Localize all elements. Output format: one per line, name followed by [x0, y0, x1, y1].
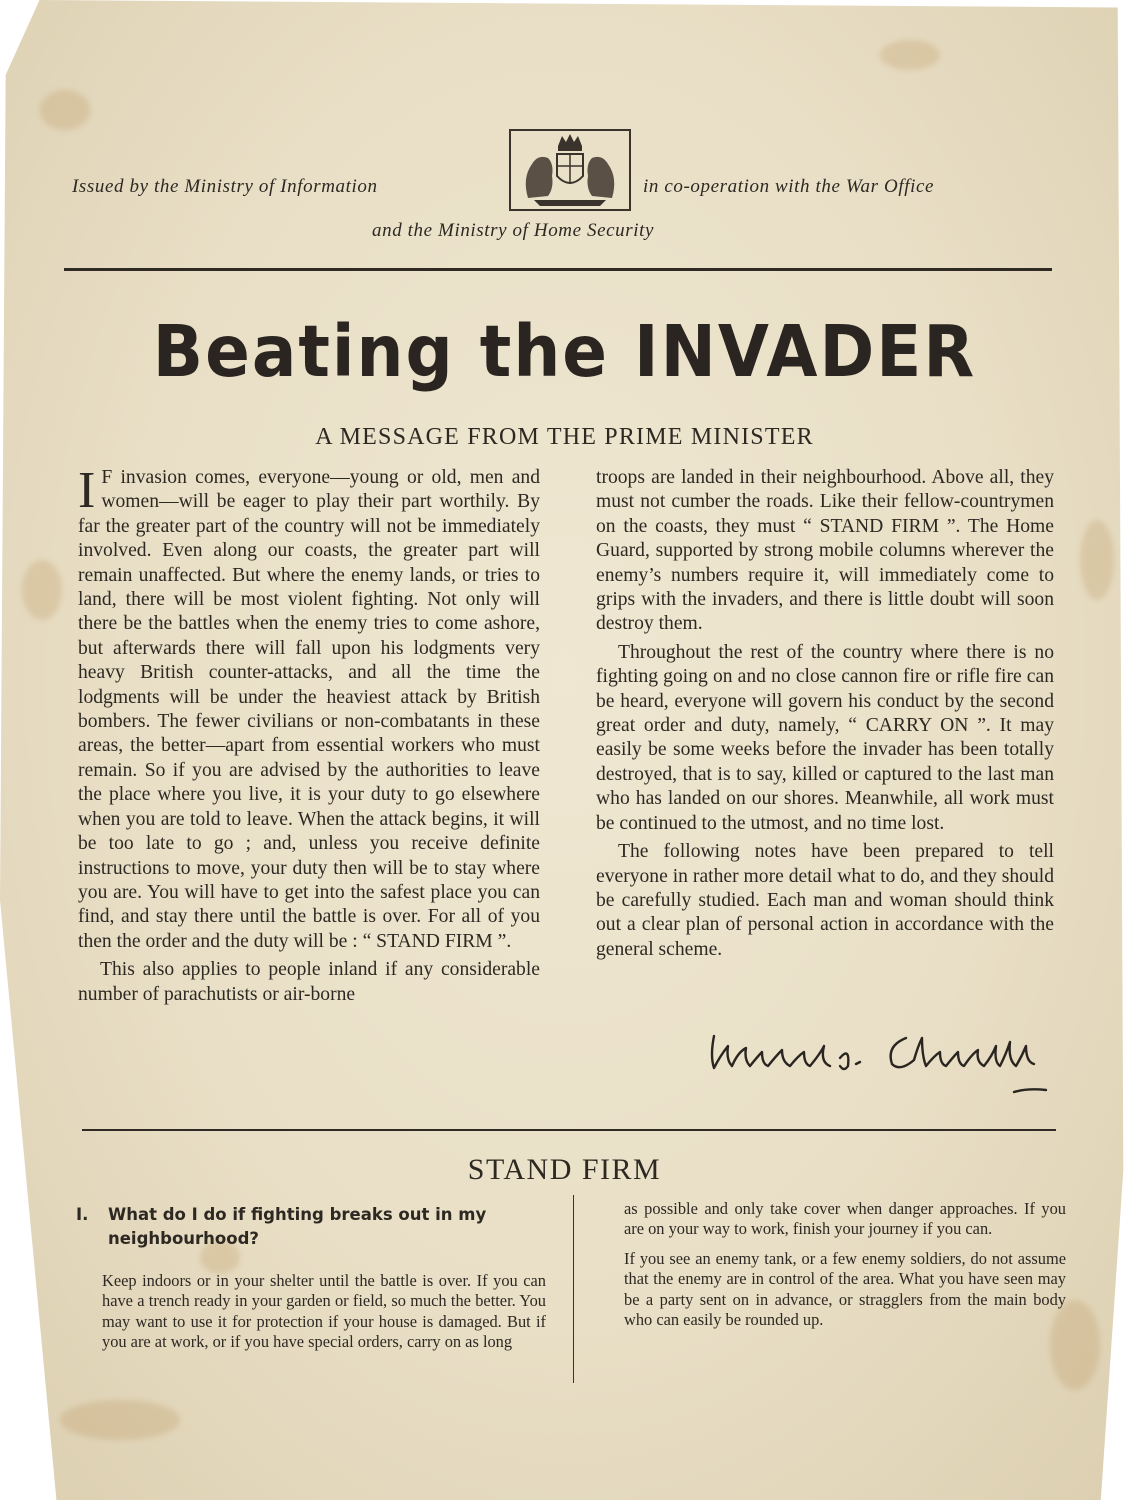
top-rule [64, 268, 1052, 271]
question-number: I. [76, 1205, 89, 1224]
issued-by-bottom: and the Ministry of Home Security [372, 220, 655, 241]
column-divider [573, 1195, 574, 1383]
headline: Beating the INVADER [152, 309, 977, 394]
message-paragraph: This also applies to people inland if any considerable number of parachutists or air-borne [78, 959, 540, 1005]
message-left-column [78, 462, 540, 1007]
message-paragraph [78, 462, 540, 954]
answer-right-column [624, 1199, 1066, 1330]
subheading: A MESSAGE FROM THE PRIME MINISTER [315, 424, 814, 450]
message-paragraph: The following notes have been prepared to tell everyone in rather more detail what to do, and they should be carefully studied. Each man and woman should think out a clear plan of personal action in accordance with the general scheme. [596, 841, 1054, 960]
drop-cap: I [78, 462, 96, 519]
issued-by-right: in co-operation with the War Office [643, 176, 935, 197]
paper-stain [40, 90, 90, 130]
question-text: What do I do if fighting breaks out in my neighbourhood? [108, 1205, 487, 1248]
issued-by-left: Issued by the Ministry of Information [72, 176, 378, 197]
answer-paragraph: Keep indoors or in your shelter until the battle is over. If you can have a trench ready in your garden or field, so much the better. You may want to use it for protection if your house is damaged. But if you are at work, or if you have special orders, carry on as long [102, 1271, 546, 1352]
answer-left-column [102, 1271, 546, 1353]
paper-stain [880, 40, 940, 70]
paper-stain [60, 1400, 180, 1440]
middle-rule [82, 1129, 1056, 1131]
message-paragraph: Throughout the rest of the country where there is no fighting going on and no close cannon fire or rifle fire can be heard, everyone will govern his conduct by the second great order and duty, namely, “ CARRY ON ”. It may easily be some weeks before the invader has been totally destroyed, that is to say, killed or captured to the last man who has landed on our shores. Meanwhile, all work must be continued to the utmost, and no time lost. [596, 641, 1054, 834]
churchill-signature [700, 1016, 1060, 1106]
answer-paragraph: as possible and only take cover when danger approaches. If you are on your way to work, finish your journey if you can. [624, 1199, 1066, 1239]
message-right-column [596, 466, 1054, 962]
paper-stain [22, 560, 62, 620]
answer-paragraph: If you see an enemy tank, or a few enemy soldiers, do not assume that the enemy are in control of the area. What you have seen may be a party sent on in advance, or stragglers from the main body who can easily be rounded up. [624, 1248, 1066, 1330]
paper-stain [1080, 520, 1114, 600]
question-heading [76, 1203, 552, 1251]
stand-firm-title: STAND FIRM [467, 1153, 662, 1186]
message-paragraph-text: F invasion comes, everyone—young or old, men and women—will be eager to play their part worthily. By far the greater part of the country will not be immediately involved. Even along our coasts, the greater part will remain unaffected. But where the enemy lands, or tries to land, there will be most violent fighting. Not only will there be the battles when the enemy tries to come ashore, but afterwards there will fall upon his lodgments very heavy British counter-attacks, and all the time the lodgments will be under the heaviest attack by British bombers. The fewer civilians or non-combatants in these areas, the better—apart from essential workers who must remain. So if you are advised by the authorities to leave the place where you live, it is your duty to go elsewhere when you are told to leave. When the attack begins, it will be too late to go ; and, unless you receive definite instructions to move, your duty then will be to stay where you are. You will have to get into the safest place you can find, and stay there until the battle is over. For all of you then the order and the duty will be : “ STAND FIRM ”. [78, 467, 540, 952]
message-paragraph: troops are landed in their neighbourhood. Above all, they must not cumber the roads. Like their fellow-countrymen on the coasts, they must “ STAND FIRM ”. The Home Guard, supported by strong mobile columns wherever the enemy’s numbers require it, will immediately come to grips with the invaders, and there is little doubt will soon destroy them. [596, 467, 1054, 635]
royal-coat-of-arms-icon [508, 128, 632, 212]
